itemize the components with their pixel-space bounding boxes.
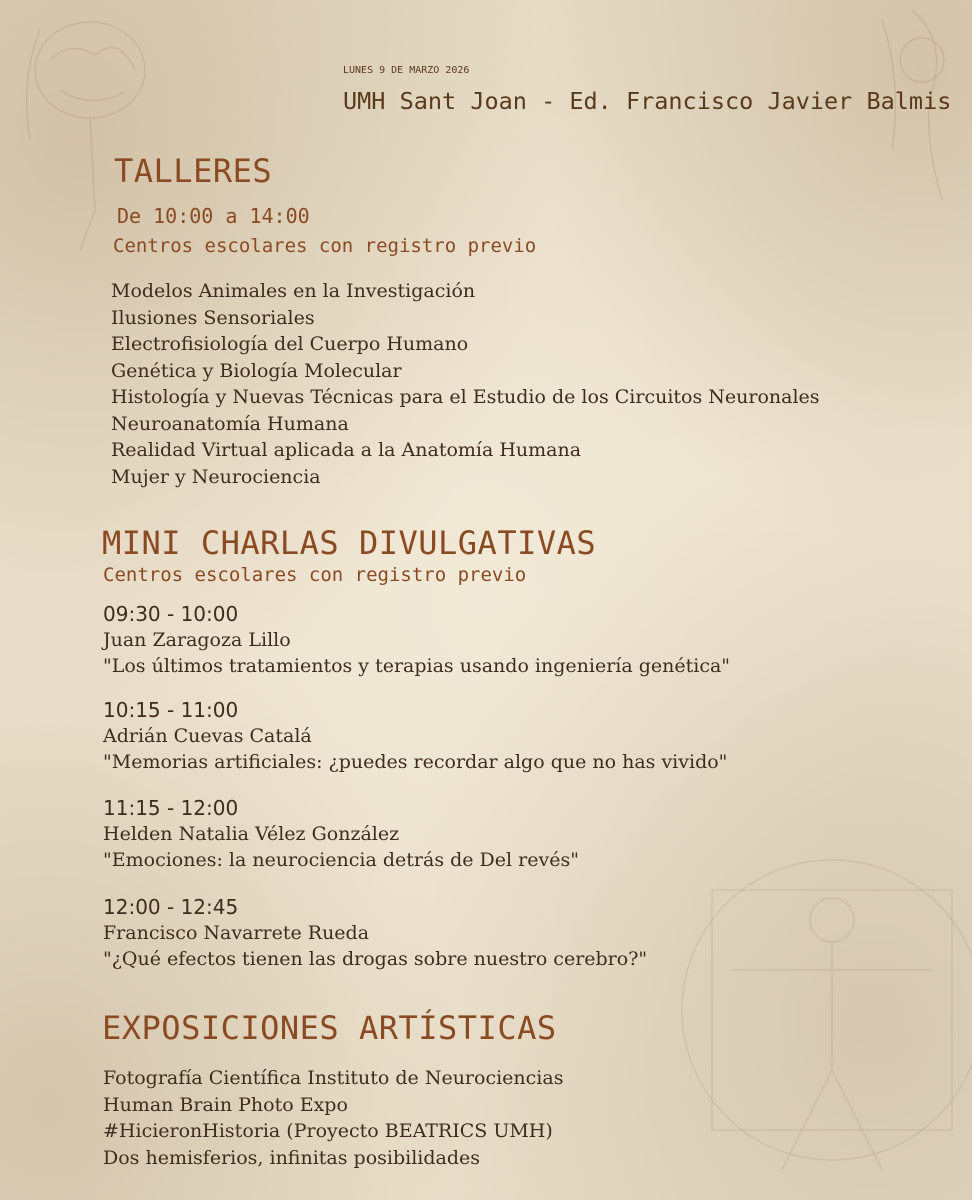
talk-time: 10:15 - 11:00 xyxy=(103,698,239,722)
taller-item: Modelos Animales en la Investigación xyxy=(111,280,476,302)
talk-title: "Emociones: la neurociencia detrás de Del revés" xyxy=(103,849,579,871)
charlas-note: Centros escolares con registro previo xyxy=(103,564,527,586)
talk-title: "Los últimos tratamientos y terapias usando ingeniería genética" xyxy=(103,655,731,677)
exposiciones-title: EXPOSICIONES ARTÍSTICAS xyxy=(102,1009,557,1047)
exposicion-item: Human Brain Photo Expo xyxy=(103,1093,348,1116)
talk-speaker: Helden Natalia Vélez González xyxy=(103,823,400,845)
talleres-title: TALLERES xyxy=(114,152,273,190)
talk-time: 12:00 - 12:45 xyxy=(103,895,239,919)
taller-item: Ilusiones Sensoriales xyxy=(111,306,315,329)
talk-item xyxy=(103,795,579,873)
charlas-title: MINI CHARLAS DIVULGATIVAS xyxy=(102,524,597,562)
talk-item xyxy=(103,894,647,972)
talleres-note: Centros escolares con registro previo xyxy=(113,235,537,257)
taller-item: Realidad Virtual aplicada a la Anatomía Humana xyxy=(111,439,582,461)
talk-title: "¿Qué efectos tienen las drogas sobre nuestro cerebro?" xyxy=(103,948,648,970)
event-header xyxy=(343,56,951,116)
talk-item xyxy=(103,601,730,679)
exposicion-item: Fotografía Científica Instituto de Neurociencias xyxy=(103,1067,564,1089)
vitruvian-sketch-bottom-right xyxy=(672,840,972,1200)
taller-item: Mujer y Neurociencia xyxy=(111,465,321,488)
event-venue: UMH Sant Joan - Ed. Francisco Javier Balmis xyxy=(343,87,952,115)
talk-speaker: Juan Zaragoza Lillo xyxy=(103,629,291,651)
talk-speaker: Adrián Cuevas Catalá xyxy=(103,725,312,747)
talk-time: 09:30 - 10:00 xyxy=(103,602,239,626)
taller-item: Genética y Biología Molecular xyxy=(111,359,402,382)
talk-speaker: Francisco Navarrete Rueda xyxy=(103,922,370,944)
event-date: LUNES 9 DE MARZO 2026 xyxy=(343,65,470,76)
taller-item: Neuroanatomía Humana xyxy=(111,412,349,435)
talk-item xyxy=(103,697,727,775)
talk-title: "Memorias artificiales: ¿puedes recordar algo que no has vivido" xyxy=(103,751,728,773)
exposicion-item: #HicieronHistoria (Proyecto BEATRICS UMH) xyxy=(103,1120,553,1142)
talk-time: 11:15 - 12:00 xyxy=(103,796,239,820)
taller-item: Electrofisiología del Cuerpo Humano xyxy=(111,333,469,355)
talleres-time: De 10:00 a 14:00 xyxy=(117,204,310,228)
exposicion-item: Dos hemisferios, infinitas posibilidades xyxy=(103,1146,481,1169)
exposiciones-list xyxy=(103,1065,563,1171)
talleres-list xyxy=(111,278,820,490)
taller-item: Histología y Nuevas Técnicas para el Estudio de los Circuitos Neuronales xyxy=(111,386,820,408)
